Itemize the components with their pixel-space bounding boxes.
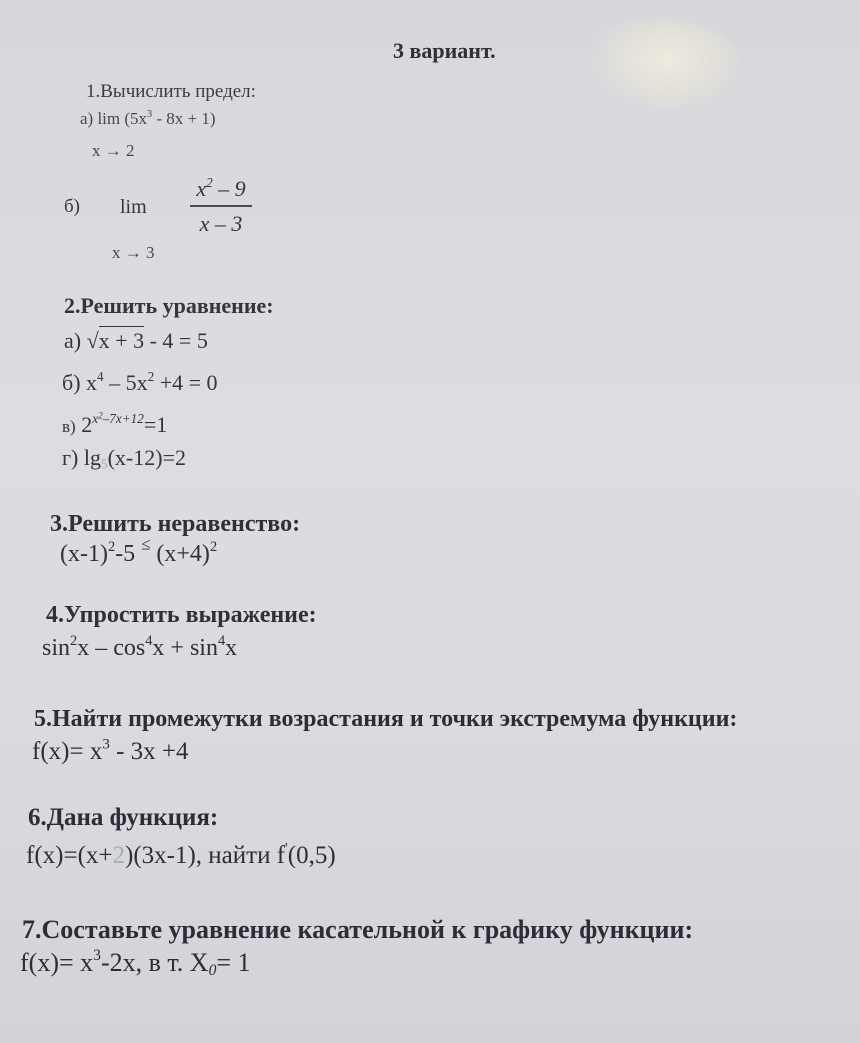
fraction-numerator: $x^2 - 9$ — [196, 174, 246, 201]
task1b-lim: lim — [120, 196, 147, 218]
task2b-equation: б) $x^4 - 5x^2 +4 = 0$ — [62, 368, 218, 395]
task1b-fraction — [190, 176, 252, 237]
task5-heading: 5.Найти промежутки возрастания и точки экстремума функции: — [34, 706, 738, 732]
task3-inequality: $(x-1)^2-5$ ≤ $(x+4)^2$ — [60, 534, 218, 567]
task1a-limit: x → 2 — [92, 141, 135, 160]
task3-heading: 3.Решить неравенство: — [50, 511, 301, 537]
task1a-expression: а) $\lim (5x^3 - 8x + 1)$ — [80, 108, 216, 128]
task4-expression: $\sin^2x - \cos^4x + \sin^4x$ — [42, 632, 238, 661]
task2-heading: 2.Решить уравнение: — [64, 293, 274, 318]
task2d-equation: г) $\lg_5(x-12)=2$ — [62, 445, 186, 472]
fraction-denominator: x – 3 — [199, 210, 243, 236]
task4-heading: 4.Упростить выражение: — [46, 602, 317, 628]
paper-stain — [592, 20, 742, 110]
task1-heading: 1.Вычислить предел: — [86, 81, 256, 102]
task7-heading: 7.Составьте уравнение касательной к графику функции: — [22, 915, 694, 944]
task1b-limit: x → 3 — [112, 243, 155, 262]
variant-title: 3 вариант. — [393, 38, 496, 63]
task2c-equation: в) $2^{x^2-7x+12}=1$ — [62, 410, 168, 437]
task6-heading: 6.Дана функция: — [28, 804, 219, 831]
task6-function: f(x)=(x+2)(3x-1), найти f'(0,5) — [26, 840, 336, 869]
task2a-equation: а) √x + 3 - 4 = 5 — [64, 328, 208, 353]
fraction-bar — [190, 205, 252, 207]
task7-function: $f(x)= x^3-2x$, в т. $X_0= 1$ — [20, 947, 251, 979]
task1b-label: б) — [64, 196, 80, 217]
task5-function: $f(x)= x^3 - 3x +4$ — [32, 736, 189, 765]
